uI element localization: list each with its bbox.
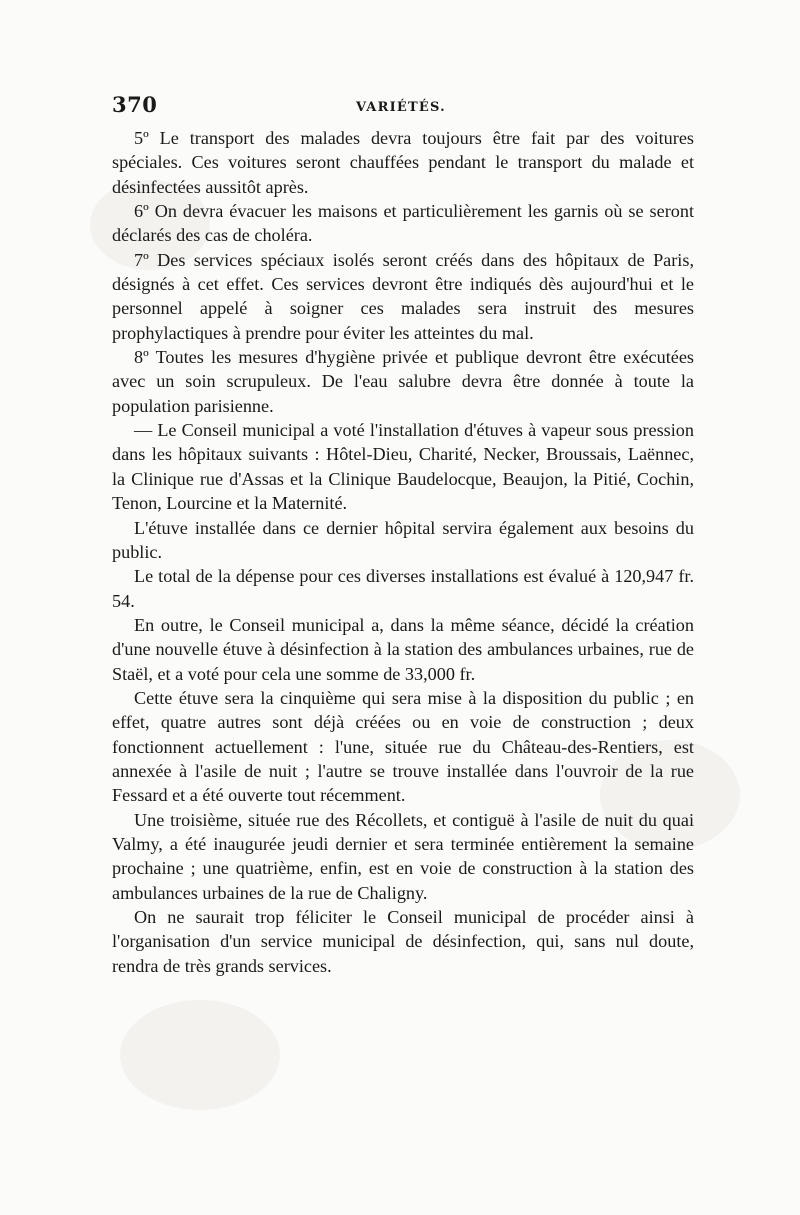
paragraph-cinquieme-etuve: Cette étuve sera la cinquième qui sera mise à la disposition du public ; en effet, quatre autres sont déjà créées ou en voie de construction ; deux fonctionnent actuellement : l'une, située rue du Château-des-Rentiers, est annexée à l'asile de nuit ; l'autre se trouve installée dans l'ouvroir de la rue Fessard et a été ouverte tout récemment. [112,687,694,806]
paragraph-total-depense: Le total de la dépense pour ces diverses installations est évalué à 120,947 fr. 54. [112,566,694,611]
paragraph-item-6: 6º On devra évacuer les maisons et particulièrement les garnis où se seront déclarés des cas de choléra. [112,201,694,246]
paragraph-conclusion: On ne saurait trop féliciter le Conseil municipal de procéder ainsi à l'organisation d'un service municipal de désinfection, qui, sans nul doute, rendra de très grands services. [112,907,694,976]
paragraph-maternite-etuve: L'étuve installée dans ce dernier hôpital servira également aux besoins du public. [112,517,694,562]
article-body [112,126,694,978]
paragraph-item-5: 5º Le transport des malades devra toujours être fait par des voitures spéciales. Ces voitures seront chauffées pendant le transport du malade et désinfectées aussitôt après. [112,128,694,197]
page-number: 370 [112,92,158,117]
paragraph-item-8: 8º Toutes les mesures d'hygiène privée et publique devront être exécutées avec un soin scrupuleux. De l'eau salubre devra être donnée à toute la population parisienne. [112,347,694,416]
running-head: VARIÉTÉS. [356,100,446,115]
paragraph-troisieme-etuve: Une troisième, située rue des Récollets, et contiguë à l'asile de nuit du quai Valmy, a été inaugurée jeudi dernier et sera terminée entièrement la semaine prochaine ; une quatrième, enfin, est en voie de construction à la station des ambulances urbaines de la rue de Chaligny. [112,809,694,903]
page-header [112,92,692,122]
paragraph-item-7: 7º Des services spéciaux isolés seront créés dans des hôpitaux de Paris, désignés à cet effet. Ces services devront être indiqués dès aujourd'hui et le personnel appelé à soigner ces malades sera instruit des mesures prophylactiques à prendre pour éviter les atteintes du mal. [112,249,694,343]
paragraph-etuves: — Le Conseil municipal a voté l'installation d'étuves à vapeur sous pression dans les hôpitaux suivants : Hôtel-Dieu, Charité, Necker, Broussais, Laënnec, la Clinique rue d'Assas et la Clinique Baudelocque, Beaujon, la Pitié, Cochin, Tenon, Lourcine et la Maternité. [112,420,694,514]
paper-stain [120,1000,280,1110]
paragraph-nouvelle-etuve: En outre, le Conseil municipal a, dans la même séance, décidé la création d'une nouvelle étuve à désinfection à la station des ambulances urbaines, rue de Staël, et a voté pour cela une somme de 33,000 fr. [112,614,694,684]
